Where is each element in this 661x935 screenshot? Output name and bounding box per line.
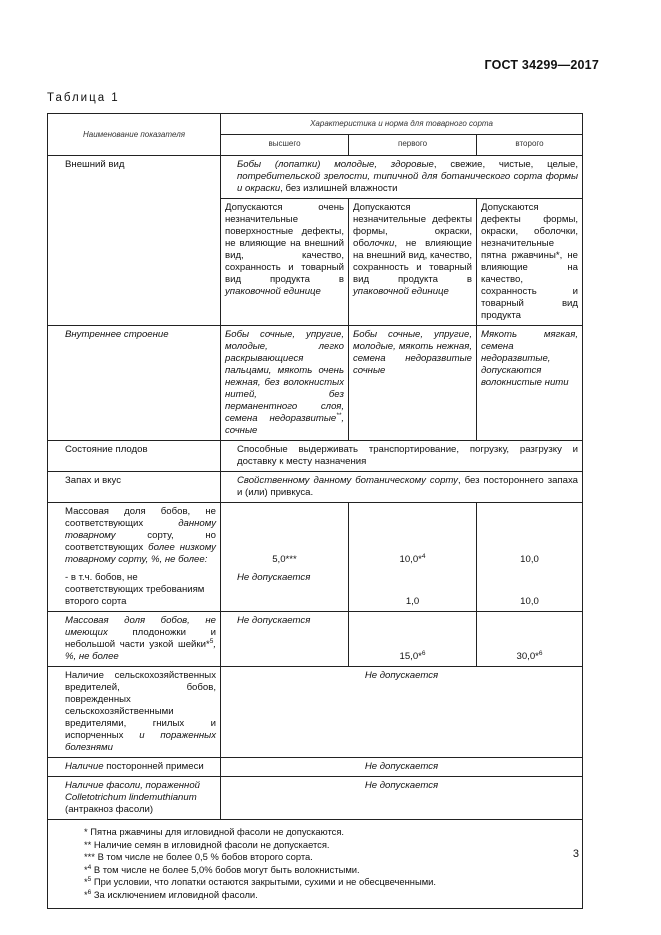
row-label-mass-second: - в т.ч. бобов, не соответствующих требованиям второго сорта xyxy=(48,569,221,612)
footnote-mark: *** xyxy=(84,851,98,863)
mass-mismatch-first-sup: 4 xyxy=(421,552,426,560)
footnote-sup: 5 xyxy=(87,876,92,884)
table-row-footnotes xyxy=(48,820,583,909)
row-label-foreign xyxy=(48,758,221,777)
page-number: 3 xyxy=(572,848,579,860)
foreign-value: Не допускается xyxy=(221,758,583,777)
smell-value xyxy=(221,472,583,503)
footnote xyxy=(84,826,578,839)
appearance-second-value: Допускаются дефекты формы, окраски, оболочки, незначительные пятна ржавчины*, не влияющие на качество, сохранность и товарный вид продукта xyxy=(477,199,583,326)
mass-stalk-second: 30,0* xyxy=(516,651,539,662)
appearance-first-c: , не влияющие на внешний вид, качество, сохранность и товарный вид продукта в xyxy=(353,238,472,285)
document-code: ГОСТ 34299—2017 xyxy=(484,58,599,72)
footnote-text: За исключением игловидной фасоли. xyxy=(91,888,258,900)
mass-second-second-value: 10,0 xyxy=(477,569,583,612)
smell-value-b: , без постороннего запаха и (или) привкуса. xyxy=(237,475,578,498)
mass-stalk-label-a: Массовая доля бобов, не имеющих xyxy=(65,615,216,638)
mass-mismatch-top-value: 5,0*** xyxy=(221,503,349,570)
appearance-first-value xyxy=(349,199,477,326)
row-label-mass-mismatch xyxy=(48,503,221,570)
condition-value: Способные выдерживать транспортирование, погрузку, разгрузку и доставку к месту назначения xyxy=(221,441,583,472)
table-row-pests xyxy=(48,667,583,758)
appearance-common-a: Бобы (лопатки) молодые, здоровые xyxy=(237,159,434,170)
appearance-top-a: Допускаются очень незначительные поверхностные дефекты, не влияющие на внешний вид, качество, сохранность и товарный вид продукта в xyxy=(225,202,344,285)
footnote-mark: * xyxy=(84,888,88,900)
row-label-appearance: Внешний вид xyxy=(48,156,221,326)
appearance-first-b: лочки xyxy=(369,238,395,249)
mass-stalk-top-value: Не допускается xyxy=(221,612,349,667)
table-header-row xyxy=(48,114,583,135)
table-row-internal xyxy=(48,326,583,441)
footnote-text: В том числе не более 5,0% бобов могут быть волокнистыми. xyxy=(91,863,360,875)
anthracnose-label-b: (антракноз фасоли) xyxy=(65,804,154,815)
table-caption: Таблица 1 xyxy=(47,92,120,104)
smell-value-a: Свойственному данному ботаническому сорту xyxy=(237,475,458,486)
internal-top-sup: ** xyxy=(336,411,342,419)
footnote-text: При условии, что лопатки остаются закрытыми, сухими и не обесцвеченными. xyxy=(91,876,437,888)
internal-top-value xyxy=(221,326,349,441)
mass-second-top-value: Не допускается xyxy=(221,569,349,612)
footnote xyxy=(84,889,578,902)
footnote-sup: 6 xyxy=(87,888,92,896)
mass-mismatch-label-c: сорту, но соответствующих xyxy=(65,530,216,553)
pests-label-b: и пораженных болезнями xyxy=(65,730,216,753)
appearance-top-value xyxy=(221,199,349,326)
mass-stalk-label-sup: 5 xyxy=(209,637,214,645)
foreign-label-a: Наличие xyxy=(65,761,104,772)
mass-mismatch-second-value: 10,0 xyxy=(477,503,583,570)
row-label-smell: Запах и вкус xyxy=(48,472,221,503)
footnote-text: Наличие семян в игловидной фасоли не допускается. xyxy=(93,838,330,850)
mass-stalk-first: 15,0* xyxy=(399,651,422,662)
footnote-mark: ** xyxy=(84,838,94,850)
table-row-anthracnose xyxy=(48,777,583,820)
mass-stalk-second-value xyxy=(477,612,583,667)
grade-first-header: первого xyxy=(349,135,477,156)
footnote-sup: 4 xyxy=(87,863,92,871)
appearance-common-b: , свежие, чистые, целые, xyxy=(433,159,579,170)
appearance-common-c: потребительской зрелости, типичной для ботанического сорта формы и окраски xyxy=(237,171,579,194)
row-label-pests xyxy=(48,667,221,758)
footnote xyxy=(84,839,578,852)
anthracnose-value: Не допускается xyxy=(221,777,583,820)
column-header-grades: Характеристика и норма для товарного сорта xyxy=(221,114,583,135)
mass-mismatch-label-d: более низкому товарному сорту, %, не более: xyxy=(65,542,216,565)
grade-second-header: второго xyxy=(477,135,583,156)
appearance-common-d: , без излишней влажности xyxy=(280,183,398,194)
table-row-condition xyxy=(48,441,583,472)
table-row-mass-mismatch xyxy=(48,503,583,570)
grade-top-header: высшего xyxy=(221,135,349,156)
mass-stalk-label-c: , %, не более xyxy=(65,639,216,662)
pests-value: Не допускается xyxy=(221,667,583,758)
internal-top-b: , сочные xyxy=(225,413,344,436)
row-label-anthracnose xyxy=(48,777,221,820)
internal-top-a: Бобы сочные, упругие, молодые, легко раскрывающиеся пальцами, мякоть очень нежная, без волокнистых нитей, без перманентного слоя, семена недоразвитые xyxy=(225,329,344,424)
mass-mismatch-first: 10,0* xyxy=(399,554,422,565)
appearance-common-value xyxy=(221,156,583,199)
internal-first-value: Бобы сочные, упругие, молодые, мякоть нежная, семена недоразвитые сочные xyxy=(349,326,477,441)
quality-table xyxy=(47,113,583,909)
mass-stalk-first-sup: 6 xyxy=(421,649,426,657)
pests-label-a: Наличие сельскохозяйственных вредителей, бобов, поврежденных сельскохозяйственными вредителями, гнилых и испорченных xyxy=(65,670,216,741)
appearance-first-d: упаковочной единице xyxy=(353,286,449,297)
column-header-name: Наименование показателя xyxy=(48,114,221,156)
footnote xyxy=(84,851,578,864)
footnote xyxy=(84,876,578,889)
anthracnose-label-a: Наличие фасоли, пораженной Colletotrichum lindemuthianum xyxy=(65,780,201,803)
table-row-smell xyxy=(48,472,583,503)
mass-mismatch-first-value xyxy=(349,503,477,570)
mass-mismatch-label-a: Массовая доля бобов, не соответствующих xyxy=(65,506,216,529)
table-row-foreign xyxy=(48,758,583,777)
footnote-mark: * xyxy=(84,876,88,888)
row-label-condition: Состояние плодов xyxy=(48,441,221,472)
row-label-internal: Внутреннее строение xyxy=(48,326,221,441)
mass-mismatch-label-b: данному товарному xyxy=(65,518,216,541)
appearance-first-a: Допускаются незначительные дефекты формы, окраски, обо xyxy=(353,202,472,249)
foreign-label-b: посторонней примеси xyxy=(103,761,204,772)
footnote-text: Пятна ржавчины для игловидной фасоли не допускаются. xyxy=(90,826,345,837)
mass-second-first-value: 1,0 xyxy=(349,569,477,612)
footnote-mark: * xyxy=(84,863,88,875)
table-row-mass-stalk xyxy=(48,612,583,667)
mass-stalk-second-sup: 6 xyxy=(538,649,543,657)
footnote xyxy=(84,864,578,877)
appearance-top-b: упаковочной единице xyxy=(225,286,321,297)
internal-second-value: Мякоть мягкая, семена недоразвитые, допускаются волокнистые нити xyxy=(477,326,583,441)
mass-stalk-label-b: плодоножки и небольшой части узкой шейки* xyxy=(65,627,216,650)
footnote-mark: * xyxy=(84,826,91,837)
row-label-mass-stalk xyxy=(48,612,221,667)
table-row-appearance xyxy=(48,156,583,199)
footnote-text: В том числе не более 0,5 % бобов второго сорта. xyxy=(97,851,313,863)
footnotes xyxy=(48,820,583,909)
table-row-mass-second xyxy=(48,569,583,612)
mass-stalk-first-value xyxy=(349,612,477,667)
